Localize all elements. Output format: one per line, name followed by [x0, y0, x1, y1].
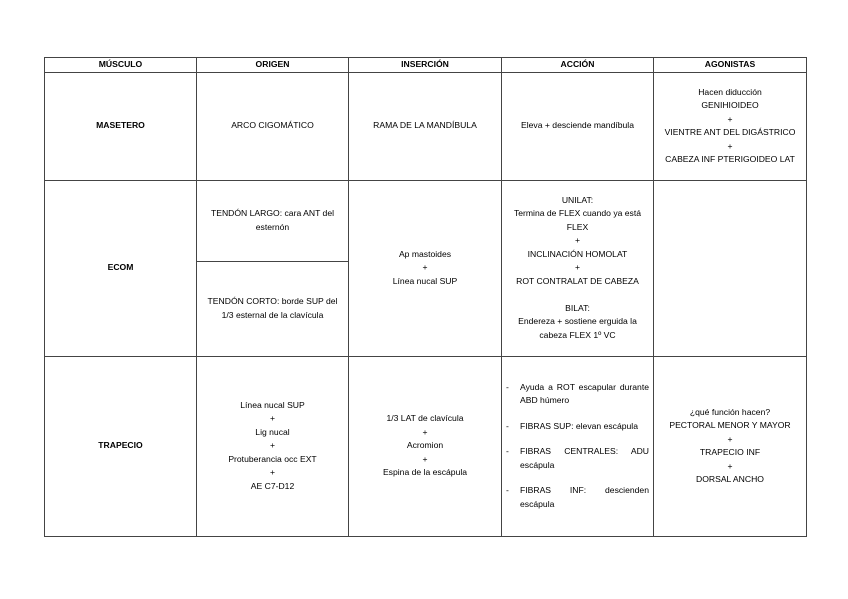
muscle-name-masetero: MASETERO [45, 72, 197, 180]
origin-line: AE C7-D12 [250, 480, 295, 491]
insertion-ecom [349, 180, 502, 356]
action-line: INCLINACIÓN HOMOLAT [527, 248, 628, 259]
origin-masetero: ARCO CIGOMÁTICO [197, 72, 349, 180]
muscle-name-ecom: ECOM [45, 180, 197, 356]
list-item: - FIBRAS INF: descienden escápula [506, 485, 649, 509]
agonists-line: GENIHIOIDEO [701, 100, 759, 110]
origin-line: + [269, 467, 276, 478]
origin-line: Línea nucal SUP [240, 399, 305, 410]
action-line: UNILAT: [561, 194, 594, 205]
insertion-line: Ap mastoides [398, 248, 452, 259]
agonists-line: + [727, 140, 733, 151]
header-musculo: MÚSCULO [45, 58, 197, 73]
origin-line: Lig nucal [255, 426, 290, 437]
origin-line: + [269, 413, 276, 424]
action-list [506, 381, 649, 512]
origin-trapecio [197, 356, 349, 536]
insertion-line: 1/3 LAT de clavícula [386, 413, 464, 424]
list-item: - Ayuda a ROT escapular durante ABD húmero [506, 381, 649, 406]
header-insercion: INSERCIÓN [349, 58, 502, 73]
action-line: ROT CONTRALAT DE CABEZA [516, 275, 639, 286]
agonists-line: VIENTRE ANT DEL DIGÁSTRICO [664, 127, 796, 137]
action-ecom [502, 180, 654, 356]
table-row-masetero [45, 72, 807, 180]
agonists-line: + [727, 113, 733, 124]
agonists-line: CABEZA INF PTERIGOIDEO LAT [665, 154, 795, 164]
agonists-line: Hacen diducción [698, 86, 762, 97]
agonists-line: + [727, 460, 733, 471]
origin-line: + [269, 440, 276, 451]
insertion-line: + [422, 262, 428, 273]
insertion-masetero: RAMA DE LA MANDÍBULA [349, 72, 502, 180]
agonists-line: TRAPECIO INF [699, 447, 761, 457]
origin-ecom-long: TENDÓN LARGO: cara ANT del esternón [197, 180, 349, 261]
agonists-line: ¿qué función hacen? [689, 406, 771, 417]
agonists-masetero [654, 72, 807, 180]
action-line: Termina de FLEX cuando ya está FLEX [513, 208, 642, 232]
table-row-trapecio [45, 356, 807, 536]
origin-ecom-short: TENDÓN CORTO: borde SUP del 1/3 esternal de la clavícula [197, 261, 349, 356]
agonists-line: + [727, 433, 733, 444]
origin-line: Protuberancia occ EXT [228, 453, 317, 464]
agonists-ecom [654, 180, 807, 356]
action-masetero: Eleva + desciende mandíbula [502, 72, 654, 180]
insertion-line: Línea nucal SUP [392, 275, 458, 286]
header-agonistas: AGONISTAS [654, 58, 807, 73]
insertion-trapecio [349, 356, 502, 536]
insertion-line: + [422, 426, 428, 437]
agonists-line: PECTORAL MENOR Y MAYOR [669, 420, 791, 430]
muscle-table [44, 57, 807, 537]
list-item: - FIBRAS SUP: elevan escápula [506, 420, 638, 431]
insertion-line: + [422, 453, 428, 464]
agonists-trapecio [654, 356, 807, 536]
action-line: Endereza + sostiene erguida la cabeza FLEX 1º VC [518, 316, 637, 340]
action-spacer [506, 288, 649, 302]
action-line: BILAT: [565, 302, 590, 313]
header-origen: ORIGEN [197, 58, 349, 73]
insertion-line: Espina de la escápula [382, 467, 468, 478]
muscle-name-trapecio: TRAPECIO [45, 356, 197, 536]
table-row-ecom [45, 180, 807, 261]
action-trapecio [502, 356, 654, 536]
insertion-line: Acromion [406, 440, 444, 451]
agonists-line: DORSAL ANCHO [696, 474, 764, 484]
header-row [45, 58, 807, 73]
action-line: + [574, 262, 581, 273]
header-accion: ACCIÓN [502, 58, 654, 73]
action-line: + [574, 235, 581, 246]
list-item: - FIBRAS CENTRALES: ADU escápula [506, 446, 649, 470]
